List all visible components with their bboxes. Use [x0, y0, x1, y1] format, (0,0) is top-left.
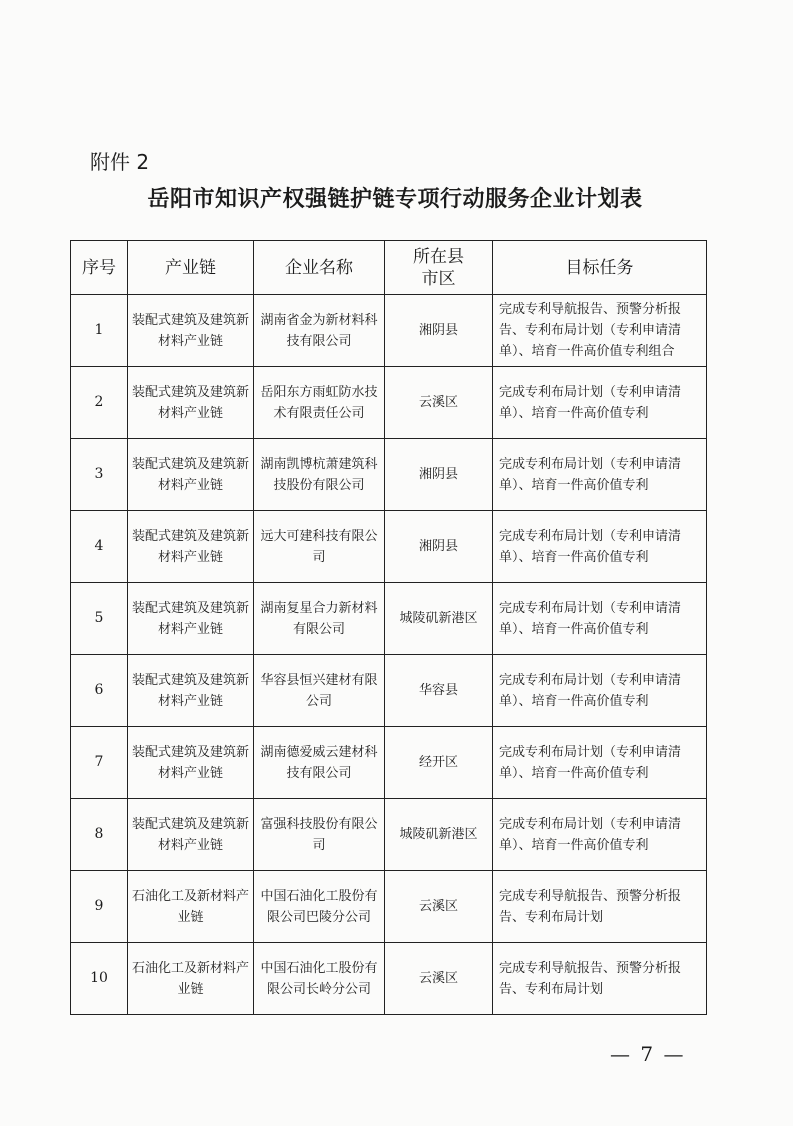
cell-serial: 10 [71, 943, 128, 1015]
cell-industry-chain: 石油化工及新材料产业链 [128, 943, 254, 1015]
cell-district: 云溪区 [385, 871, 493, 943]
cell-industry-chain: 装配式建筑及建筑新材料产业链 [128, 511, 254, 583]
cell-company-name: 湖南凯博杭萧建筑科技股份有限公司 [254, 439, 385, 511]
cell-serial: 9 [71, 871, 128, 943]
cell-district: 云溪区 [385, 943, 493, 1015]
cell-company-name: 富强科技股份有限公司 [254, 799, 385, 871]
cell-company-name: 湖南省金为新材料科技有限公司 [254, 295, 385, 367]
cell-industry-chain: 装配式建筑及建筑新材料产业链 [128, 727, 254, 799]
table-row [71, 943, 707, 1015]
cell-serial: 2 [71, 367, 128, 439]
cell-district: 华容县 [385, 655, 493, 727]
cell-target-task: 完成专利导航报告、预警分析报告、专利布局计划（专利申请清单）、培育一件高价值专利组合 [493, 295, 707, 367]
cell-target-task: 完成专利布局计划（专利申请清单）、培育一件高价值专利 [493, 511, 707, 583]
table-row [71, 367, 707, 439]
cell-company-name: 华容县恒兴建材有限公司 [254, 655, 385, 727]
cell-serial: 1 [71, 295, 128, 367]
attachment-label: 附件 2 [90, 150, 150, 174]
header-serial: 序号 [71, 241, 128, 295]
cell-district: 云溪区 [385, 367, 493, 439]
table-row [71, 295, 707, 367]
cell-industry-chain: 装配式建筑及建筑新材料产业链 [128, 583, 254, 655]
cell-target-task: 完成专利布局计划（专利申请清单）、培育一件高价值专利 [493, 583, 707, 655]
cell-district: 湘阴县 [385, 511, 493, 583]
cell-district: 湘阴县 [385, 439, 493, 511]
cell-district: 城陵矶新港区 [385, 799, 493, 871]
cell-industry-chain: 装配式建筑及建筑新材料产业链 [128, 295, 254, 367]
table-row [71, 511, 707, 583]
cell-serial: 5 [71, 583, 128, 655]
document-title: 岳阳市知识产权强链护链专项行动服务企业计划表 [147, 187, 643, 212]
cell-company-name: 岳阳东方雨虹防水技术有限责任公司 [254, 367, 385, 439]
table-header-row [71, 241, 707, 295]
header-target-task: 目标任务 [493, 241, 707, 295]
cell-serial: 3 [71, 439, 128, 511]
cell-serial: 6 [71, 655, 128, 727]
cell-company-name: 湖南德爱威云建材科技有限公司 [254, 727, 385, 799]
cell-industry-chain: 石油化工及新材料产业链 [128, 871, 254, 943]
table-row [71, 799, 707, 871]
enterprise-plan-table [70, 240, 707, 1015]
table-row [71, 727, 707, 799]
table-row [71, 583, 707, 655]
cell-serial: 8 [71, 799, 128, 871]
cell-target-task: 完成专利布局计划（专利申请清单）、培育一件高价值专利 [493, 367, 707, 439]
cell-target-task: 完成专利导航报告、预警分析报告、专利布局计划 [493, 871, 707, 943]
header-industry-chain: 产业链 [128, 241, 254, 295]
cell-industry-chain: 装配式建筑及建筑新材料产业链 [128, 799, 254, 871]
cell-company-name: 湖南复星合力新材料有限公司 [254, 583, 385, 655]
cell-target-task: 完成专利布局计划（专利申请清单）、培育一件高价值专利 [493, 655, 707, 727]
cell-target-task: 完成专利布局计划（专利申请清单）、培育一件高价值专利 [493, 439, 707, 511]
cell-serial: 7 [71, 727, 128, 799]
cell-district: 湘阴县 [385, 295, 493, 367]
cell-industry-chain: 装配式建筑及建筑新材料产业链 [128, 655, 254, 727]
header-company-name: 企业名称 [254, 241, 385, 295]
cell-company-name: 远大可建科技有限公司 [254, 511, 385, 583]
cell-company-name: 中国石油化工股份有限公司巴陵分公司 [254, 871, 385, 943]
table-row [71, 871, 707, 943]
header-district: 所在县市区 [385, 241, 493, 295]
cell-target-task: 完成专利布局计划（专利申请清单）、培育一件高价值专利 [493, 799, 707, 871]
cell-target-task: 完成专利布局计划（专利申请清单）、培育一件高价值专利 [493, 727, 707, 799]
table-row [71, 655, 707, 727]
cell-district: 经开区 [385, 727, 493, 799]
cell-serial: 4 [71, 511, 128, 583]
cell-target-task: 完成专利导航报告、预警分析报告、专利布局计划 [493, 943, 707, 1015]
cell-industry-chain: 装配式建筑及建筑新材料产业链 [128, 439, 254, 511]
cell-district: 城陵矶新港区 [385, 583, 493, 655]
page-number: — 7 — [610, 1042, 686, 1066]
cell-company-name: 中国石油化工股份有限公司长岭分公司 [254, 943, 385, 1015]
table-row [71, 439, 707, 511]
cell-industry-chain: 装配式建筑及建筑新材料产业链 [128, 367, 254, 439]
